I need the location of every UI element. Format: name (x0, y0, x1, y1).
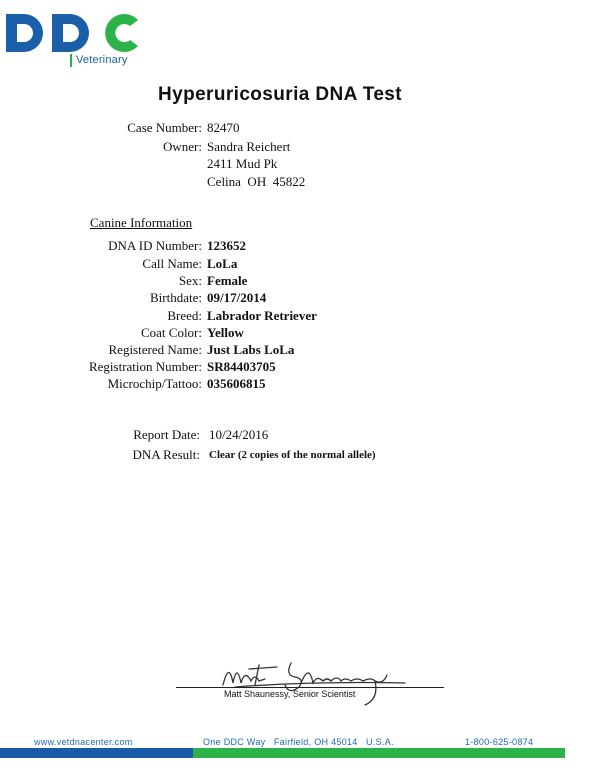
signature-line (176, 687, 444, 688)
logo-subtitle: Veterinary (76, 54, 128, 66)
call-name-value: LoLa (207, 256, 238, 271)
sex-value: Female (207, 273, 248, 288)
dna-id-label: DNA ID Number: (108, 238, 202, 253)
breed-value: Labrador Retriever (207, 308, 317, 323)
signature-image (215, 655, 415, 707)
dna-result-value: Clear (2 copies of the normal allele) (209, 449, 376, 461)
registered-name-label: Registered Name: (108, 342, 202, 357)
birthdate-value: 09/17/2014 (207, 290, 267, 305)
owner-city: Celina OH 45822 (207, 174, 306, 189)
dna-id-value: 123652 (207, 238, 246, 253)
microchip-label: Microchip/Tattoo: (107, 376, 202, 391)
owner-label: Owner: (163, 139, 202, 154)
signer-name: Matt Shaunessy, Senior Scientist (224, 689, 356, 699)
footer-address: One DDC Way Fairfield, OH 45014 U.S.A. (203, 737, 394, 747)
registered-name-value: Just Labs LoLa (207, 342, 295, 357)
registration-number-value: SR84403705 (207, 359, 276, 374)
case-number-value: 82470 (207, 120, 240, 135)
coat-color-value: Yellow (207, 325, 244, 340)
canine-section-title: Canine Information (90, 215, 193, 230)
footer-phone: 1-800-625-0874 (465, 737, 534, 747)
footer-website: www.vetdnacenter.com (34, 737, 133, 747)
sex-label: Sex: (178, 273, 202, 288)
owner-street: 2411 Mud Pk (207, 156, 278, 171)
call-name-label: Call Name: (142, 256, 202, 271)
registration-number-label: Registration Number: (88, 359, 202, 374)
logo-divider (70, 54, 72, 67)
microchip-value: 035606815 (207, 376, 266, 391)
birthdate-label: Birthdate: (150, 290, 202, 305)
owner-name: Sandra Reichert (207, 139, 291, 154)
report-date-value: 10/24/2016 (209, 427, 269, 442)
report-title: Hyperuricosuria DNA Test (158, 84, 402, 105)
case-number-label: Case Number: (127, 120, 202, 135)
breed-label: Breed: (167, 308, 202, 323)
footer-bar-green (193, 748, 565, 758)
dna-result-label: DNA Result: (132, 447, 200, 462)
report-date-label: Report Date: (133, 427, 200, 442)
footer-bar-blue (0, 748, 193, 758)
coat-color-label: Coat Color: (140, 325, 202, 340)
